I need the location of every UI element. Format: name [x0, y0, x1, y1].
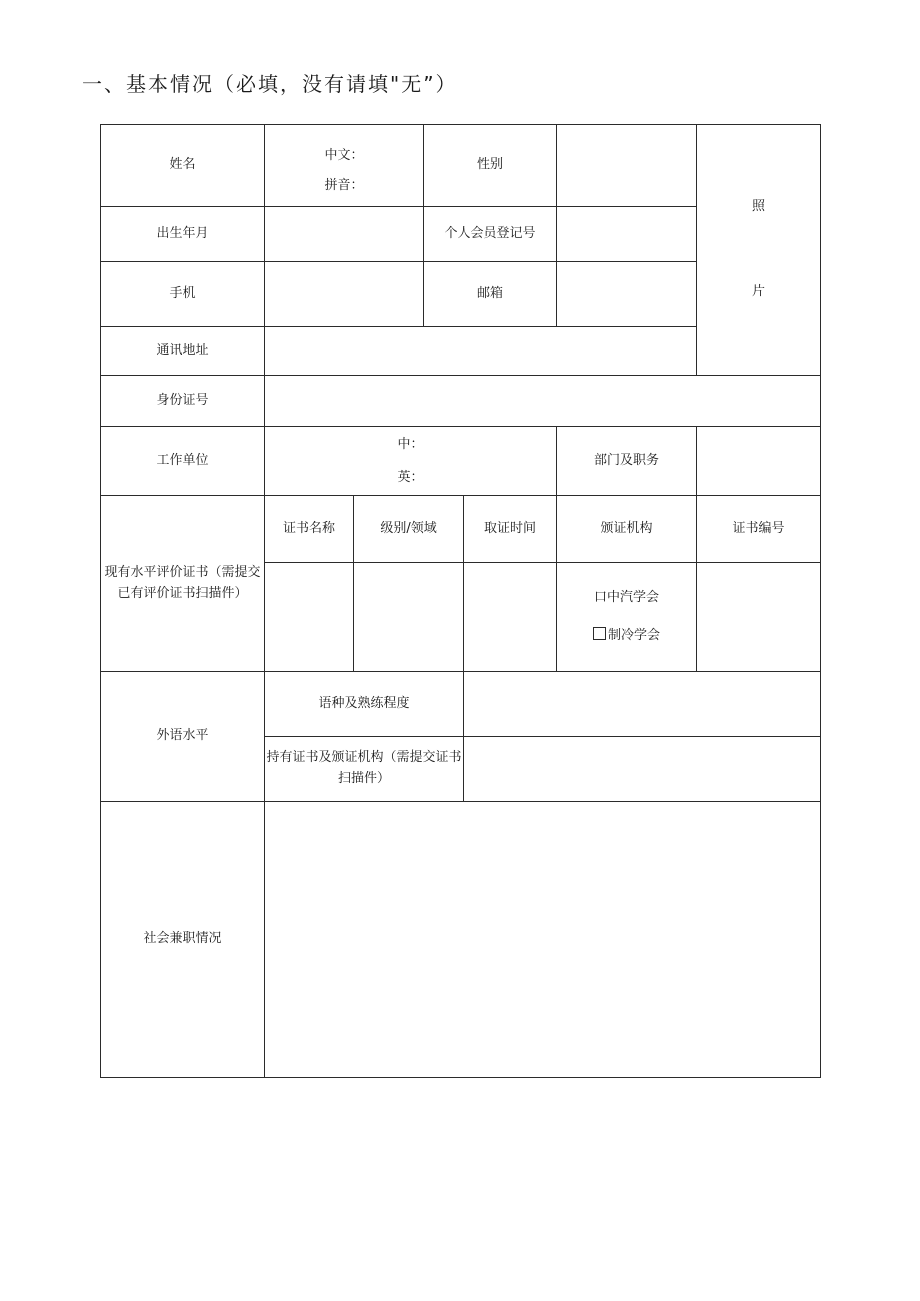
- photo-label-2: 片: [752, 284, 766, 299]
- gender-field[interactable]: [557, 125, 697, 207]
- name-label: 姓名: [101, 125, 265, 207]
- birth-field[interactable]: [265, 207, 424, 262]
- address-label: 通讯地址: [101, 327, 265, 376]
- id-number-field[interactable]: [265, 376, 821, 427]
- language-cert-field[interactable]: [464, 737, 821, 802]
- language-proficiency-label: 语种及熟练程度: [265, 672, 464, 737]
- dept-title-label: 部门及职务: [557, 427, 697, 496]
- cert-header-name: 证书名称: [265, 496, 354, 563]
- cert-issuer-options: [557, 563, 697, 672]
- work-unit-label: 工作单位: [101, 427, 265, 496]
- photo-box[interactable]: [697, 125, 821, 376]
- language-proficiency-field[interactable]: [464, 672, 821, 737]
- social-part-time-field[interactable]: [265, 802, 821, 1078]
- cert-number-field[interactable]: [697, 563, 821, 672]
- id-number-label: 身份证号: [101, 376, 265, 427]
- issuer-option-caam[interactable]: [557, 579, 696, 617]
- name-chinese-label: 中文：: [324, 147, 364, 163]
- photo-label-1: 照: [752, 199, 766, 214]
- cert-date-field[interactable]: [464, 563, 557, 672]
- cert-header-date: 取证时间: [464, 496, 557, 563]
- page-title: 一、基本情况（必填，没有请填"无”）: [82, 72, 458, 96]
- mobile-label: 手机: [101, 262, 265, 327]
- cert-level-field[interactable]: [354, 563, 464, 672]
- cert-section-label: 现有水平评价证书（需提交已有评价证书扫描件）: [101, 496, 265, 672]
- issuer-option-refrigeration-label: 制冷学会: [608, 628, 661, 643]
- mobile-field[interactable]: [265, 262, 424, 327]
- work-unit-english-label: 英：: [397, 470, 424, 485]
- name-pinyin-label: 拼音：: [324, 177, 364, 193]
- work-unit-chinese-label: 中：: [397, 437, 424, 452]
- address-field[interactable]: [265, 327, 697, 376]
- dept-title-field[interactable]: [697, 427, 821, 496]
- member-no-field[interactable]: [557, 207, 697, 262]
- language-cert-label: 持有证书及颁证机构（需提交证书扫描件）: [265, 737, 464, 802]
- checkbox-icon: [593, 627, 606, 640]
- birth-label: 出生年月: [101, 207, 265, 262]
- cert-header-issuer: 颁证机构: [557, 496, 697, 563]
- cert-header-number: 证书编号: [697, 496, 821, 563]
- gender-label: 性别: [424, 125, 557, 207]
- issuer-option-refrigeration[interactable]: [557, 617, 696, 655]
- member-no-label: 个人会员登记号: [424, 207, 557, 262]
- email-field[interactable]: [557, 262, 697, 327]
- social-part-time-label: 社会兼职情况: [101, 802, 265, 1078]
- cert-name-field[interactable]: [265, 563, 354, 672]
- foreign-language-label: 外语水平: [101, 672, 265, 802]
- application-form-table: [100, 124, 821, 1078]
- name-field[interactable]: [265, 125, 424, 207]
- cert-header-level: 级别/领域: [354, 496, 464, 563]
- work-unit-field[interactable]: [265, 427, 557, 496]
- email-label: 邮箱: [424, 262, 557, 327]
- issuer-option-caam-label: 口中汽学会: [594, 590, 660, 605]
